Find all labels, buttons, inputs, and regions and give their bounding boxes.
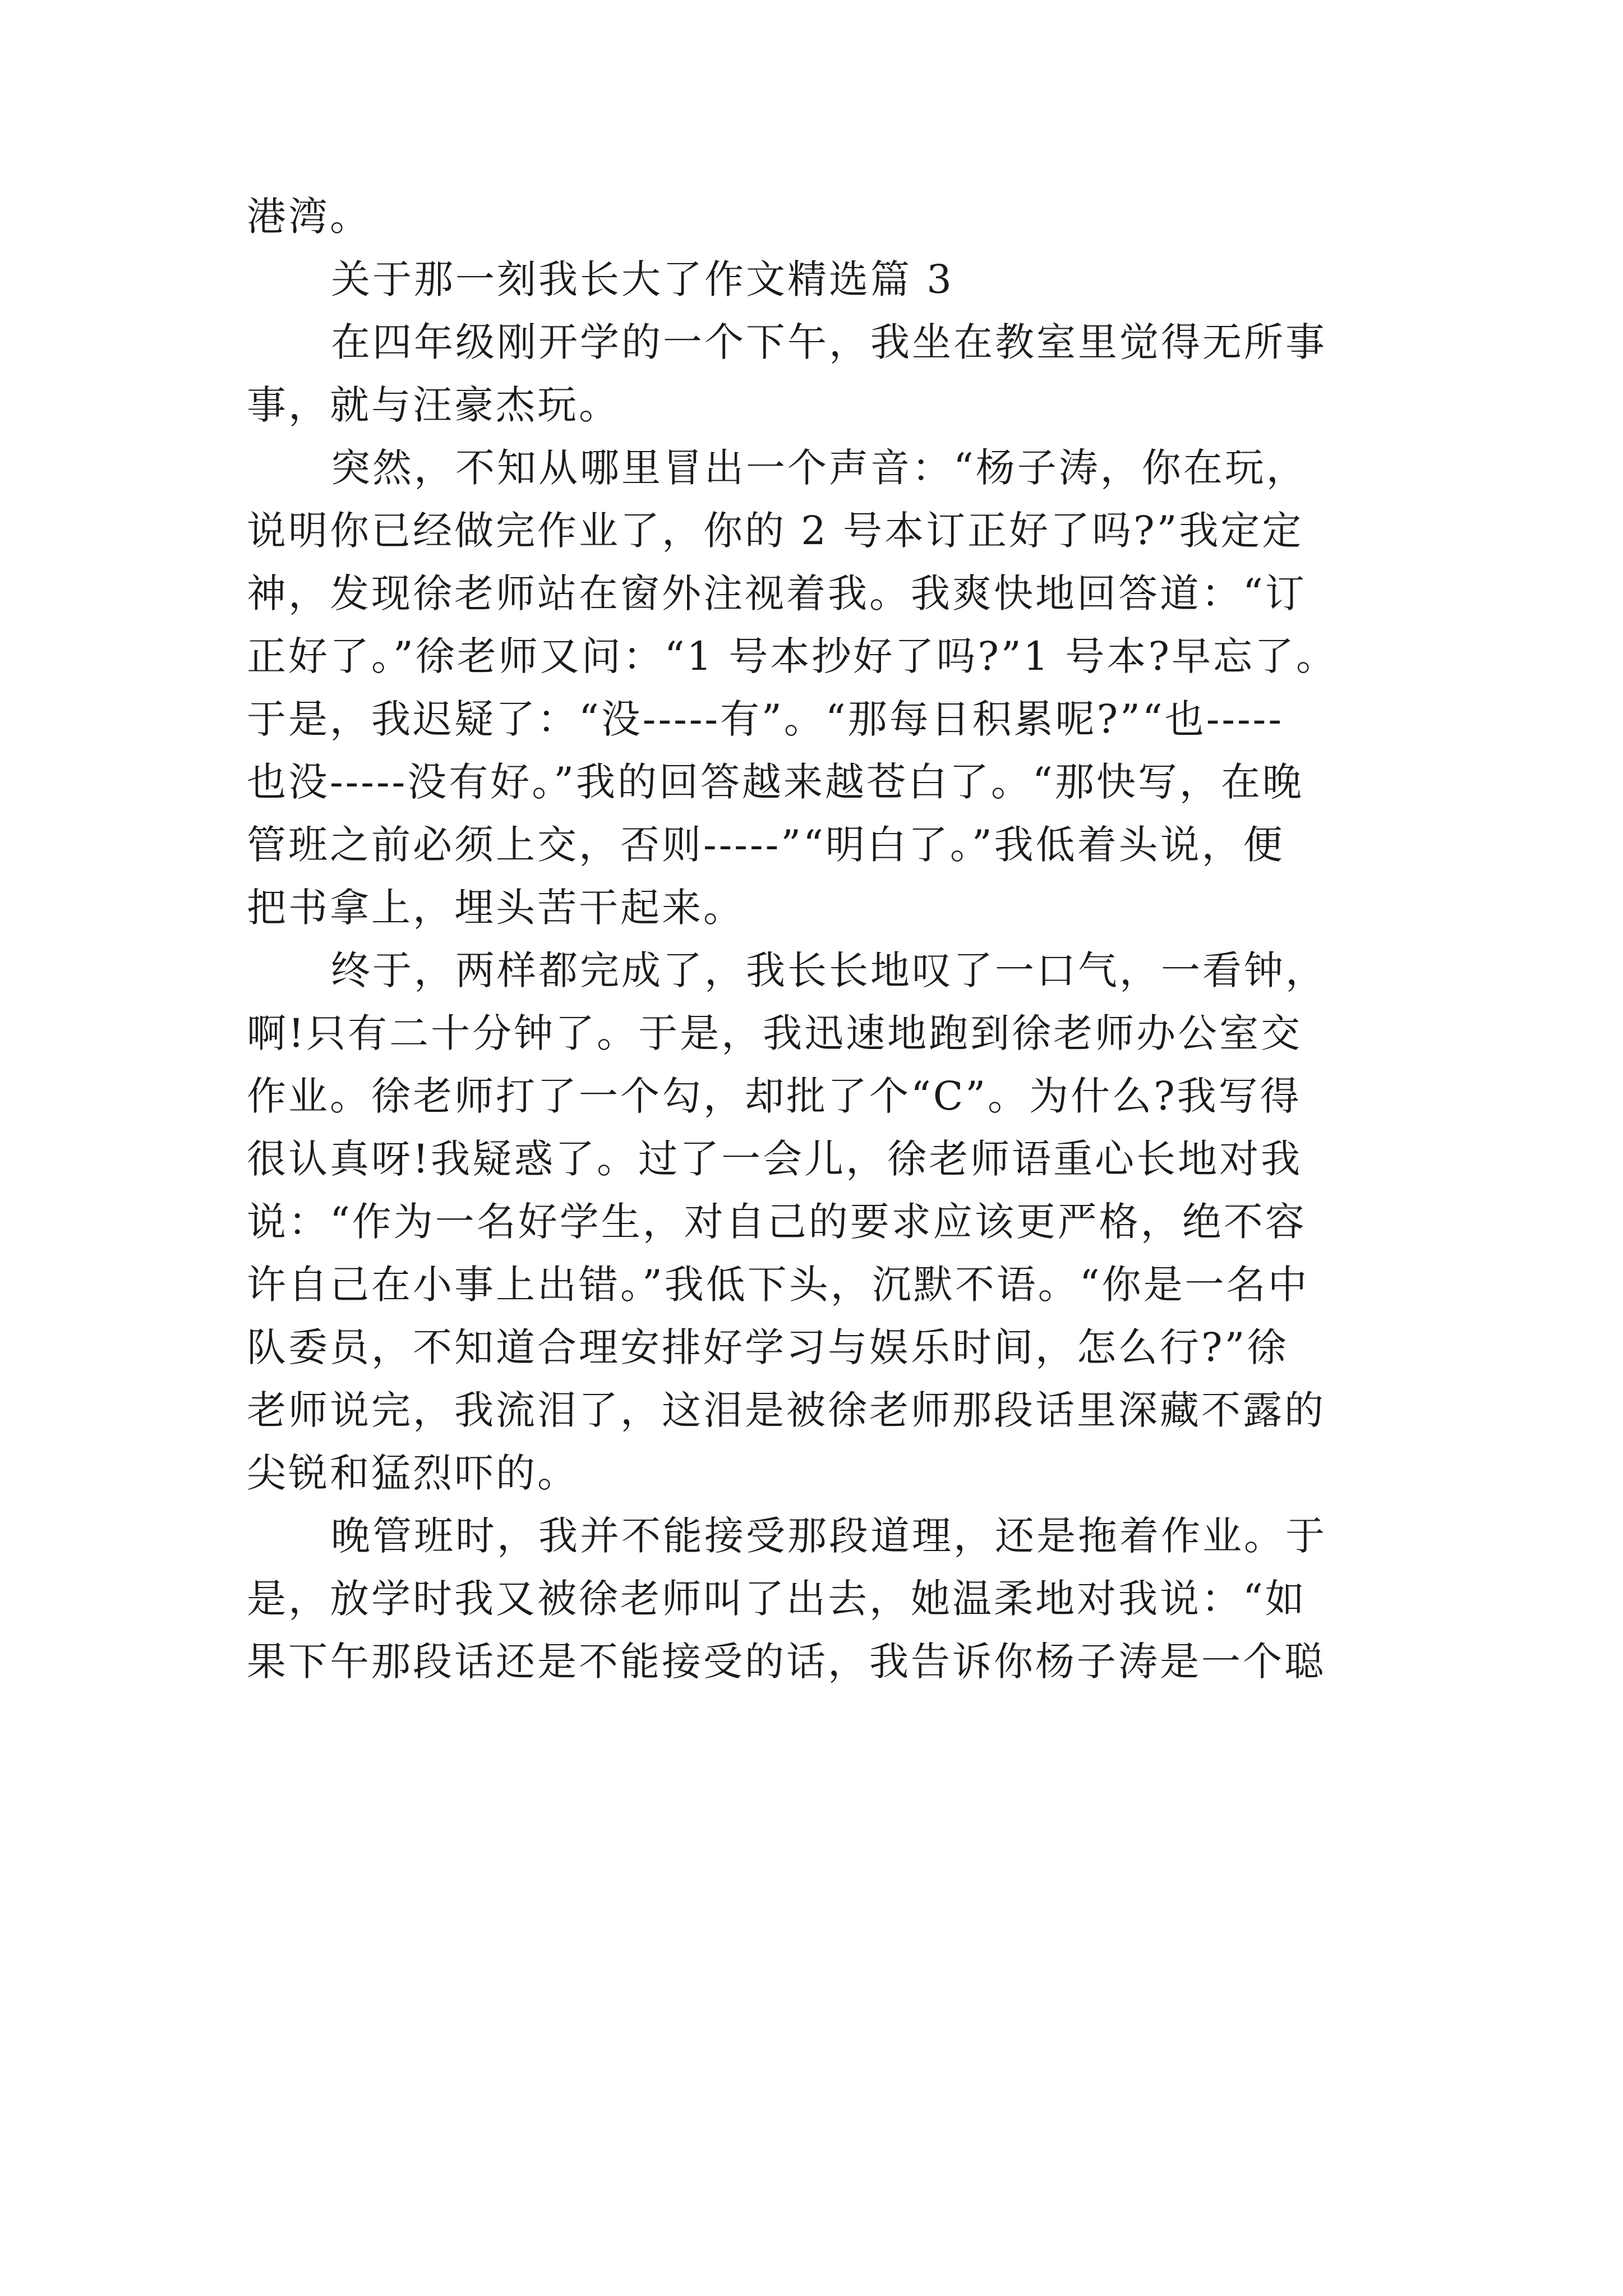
- text-line: 晚管班时，我并不能接受那段道理，还是拖着作业。于: [331, 1513, 1327, 1559]
- text-line: 很认真呀!我疑惑了。过了一会儿，徐老师语重心长地对我: [247, 1136, 1303, 1182]
- text-line: 把书拿上，埋头苦干起来。: [247, 885, 745, 931]
- text-line: 在四年级刚开学的一个下午，我坐在教室里觉得无所事: [331, 319, 1327, 365]
- text-line: 正好了。”徐老师又问：“1 号本抄好了吗?”1 号本?早忘了。: [247, 633, 1338, 679]
- text-line: 事，就与汪豪杰玩。: [247, 382, 620, 428]
- text-line: 终于，两样都完成了，我长长地叹了一口气，一看钟，: [331, 947, 1327, 993]
- text-line: 神，发现徐老师站在窗外注视着我。我爽快地回答道：“订: [247, 570, 1307, 616]
- text-line: 突然，不知从哪里冒出一个声音：“杨子涛，你在玩，: [331, 445, 1308, 491]
- body-text: [247, 185, 1391, 1693]
- text-line: 说明你已经做完作业了，你的 2 号本订正好了吗?”我定定: [247, 508, 1304, 554]
- text-line: 是，放学时我又被徐老师叫了出去，她温柔地对我说：“如: [247, 1576, 1307, 1622]
- text-line: 队委员，不知道合理安排好学习与娱乐时间，怎么行?”徐: [247, 1324, 1289, 1370]
- text-line: 果下午那段话还是不能接受的话，我告诉你杨子涛是一个聪: [247, 1639, 1326, 1685]
- text-line: 说：“作为一名好学生，对自己的要求应该更严格，绝不容: [247, 1199, 1307, 1245]
- text-line: 作业。徐老师打了一个勾，却批了个“C”。为什么?我写得: [247, 1073, 1302, 1119]
- section-heading: 关于那一刻我长大了作文精选篇 3: [331, 256, 954, 302]
- text-line: 许自己在小事上出错。”我低下头，沉默不语。“你是一名中: [247, 1262, 1310, 1308]
- text-line: 于是，我迟疑了：“没-----有”。“那每日积累呢?”“也-----: [247, 696, 1284, 742]
- text-line: 管班之前必须上交，否则-----”“明白了。”我低着头说，便: [247, 822, 1285, 868]
- text-line: 港湾。: [247, 194, 371, 240]
- text-line: 啊!只有二十分钟了。于是，我迅速地跑到徐老师办公室交: [247, 1010, 1303, 1056]
- text-line: 也没-----没有好。”我的回答越来越苍白了。“那快写，在晚: [247, 759, 1304, 805]
- text-line: 尖锐和猛烈吓的。: [247, 1450, 579, 1496]
- text-line: 老师说完，我流泪了，这泪是被徐老师那段话里深藏不露的: [247, 1387, 1326, 1433]
